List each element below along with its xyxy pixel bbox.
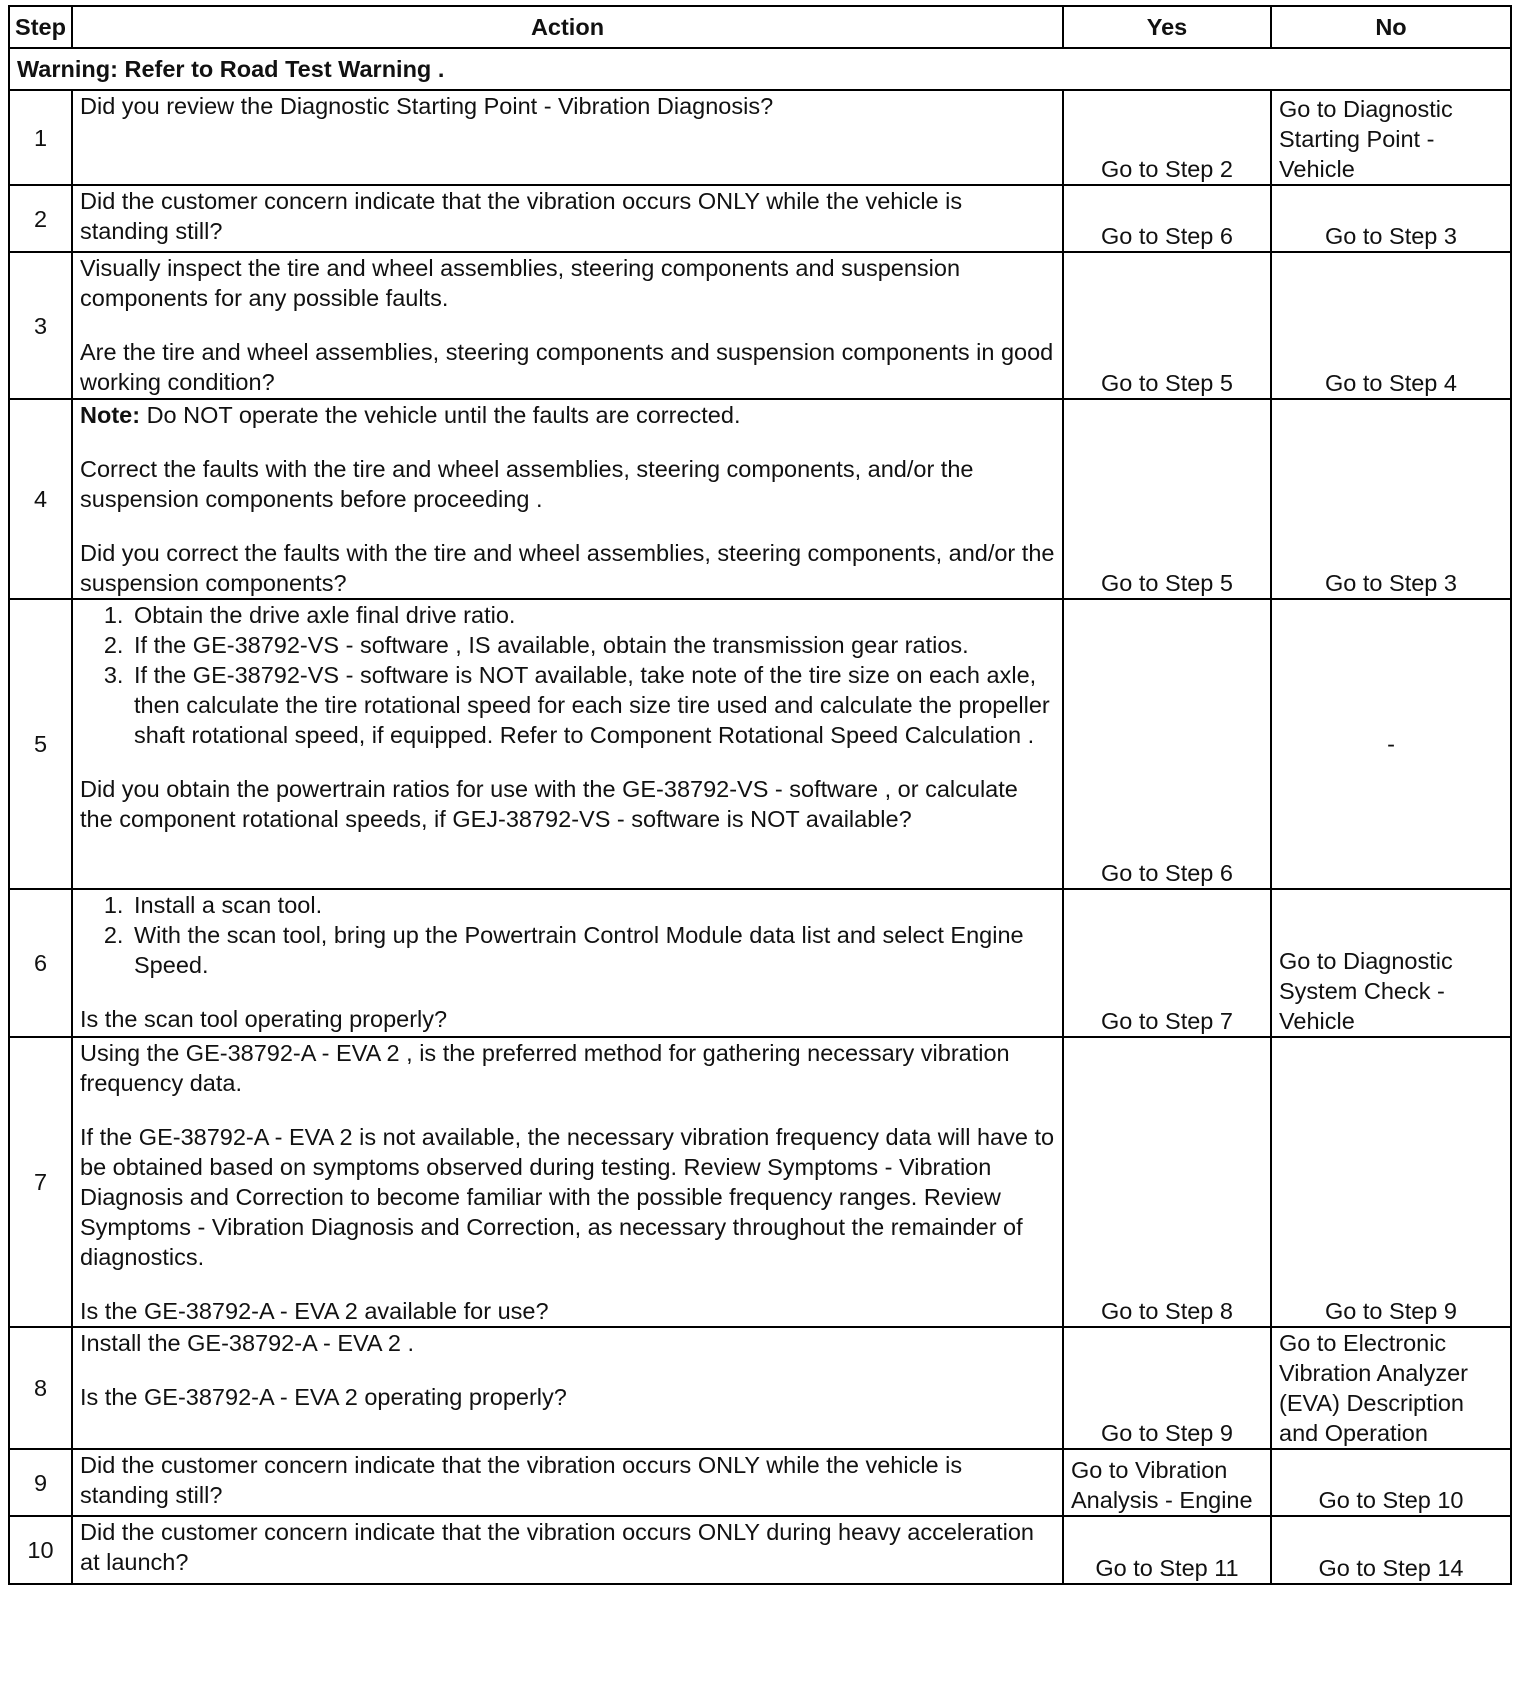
action-text: Correct the faults with the tire and wheel assemblies, steering components, and/or the suspension components before proceeding . bbox=[80, 456, 974, 512]
action-question: Is the scan tool operating properly? bbox=[80, 1006, 448, 1032]
step-number: 8 bbox=[9, 1327, 72, 1449]
header-row bbox=[9, 6, 1511, 48]
note-text: Do NOT operate the vehicle until the faults are corrected. bbox=[140, 402, 741, 428]
step-number: 4 bbox=[9, 399, 72, 599]
action-cell bbox=[72, 1449, 1063, 1516]
yes-link[interactable]: Go to Step 5 bbox=[1063, 399, 1271, 599]
header-action: Action bbox=[72, 6, 1063, 48]
no-link-line: Vehicle bbox=[1279, 156, 1355, 182]
action-text: Using the GE-38792-A - EVA 2 , is the preferred method for gathering necessary vibration frequency data. bbox=[80, 1040, 1010, 1096]
no-link[interactable]: Go to Step 14 bbox=[1271, 1516, 1511, 1584]
action-text: Visually inspect the tire and wheel assemblies, steering components and suspension components for any possible faults. bbox=[80, 255, 961, 311]
action-cell bbox=[72, 399, 1063, 599]
action-cell bbox=[72, 1327, 1063, 1449]
no-link-line: Go to Diagnostic bbox=[1279, 948, 1453, 974]
diagnostic-page bbox=[8, 5, 1512, 1585]
action-note bbox=[80, 400, 1055, 430]
yes-link[interactable]: Go to Step 6 bbox=[1063, 599, 1271, 889]
no-link-line: Vehicle bbox=[1279, 1008, 1355, 1034]
no-link[interactable] bbox=[1271, 1327, 1511, 1449]
yes-link[interactable]: Go to Step 6 bbox=[1063, 185, 1271, 252]
table-row bbox=[9, 1449, 1511, 1516]
action-question: Did you obtain the powertrain ratios for use with the GE-38792-VS - software , or calculate the component rotational speeds, if GEJ-38792-VS - software is NOT available? bbox=[80, 776, 1018, 832]
list-item: 1. Install a scan tool. bbox=[130, 890, 1055, 920]
procedure-list bbox=[80, 600, 1055, 750]
step-number: 7 bbox=[9, 1037, 72, 1327]
no-link-line: Vibration Analyzer bbox=[1279, 1360, 1468, 1386]
yes-link[interactable]: Go to Step 2 bbox=[1063, 90, 1271, 185]
yes-link[interactable]: Go to Step 5 bbox=[1063, 252, 1271, 399]
table-row bbox=[9, 1037, 1511, 1327]
no-link[interactable]: Go to Step 4 bbox=[1271, 252, 1511, 399]
step-number: 1 bbox=[9, 90, 72, 185]
table-row bbox=[9, 599, 1511, 889]
action-cell bbox=[72, 185, 1063, 252]
action-text: Did the customer concern indicate that the vibration occurs ONLY while the vehicle is standing still? bbox=[80, 188, 963, 244]
yes-link[interactable]: Go to Step 8 bbox=[1063, 1037, 1271, 1327]
action-cell bbox=[72, 599, 1063, 889]
step-number: 2 bbox=[9, 185, 72, 252]
list-item: 1. Obtain the drive axle final drive ratio. bbox=[130, 600, 1055, 630]
table-row bbox=[9, 90, 1511, 185]
no-link[interactable]: Go to Step 3 bbox=[1271, 399, 1511, 599]
table-row bbox=[9, 399, 1511, 599]
step-number: 3 bbox=[9, 252, 72, 399]
action-text: If the GE-38792-A - EVA 2 is not available, the necessary vibration frequency data will have to be obtained based on symptoms observed during testing. Review Symptoms - Vibration Diagnosis and Correction to become familiar with the possible frequency ranges. Review Symptoms - Vibration Diagnosis and Correction, as necessary throughout the remainder of diagnostics. bbox=[80, 1124, 1055, 1270]
note-label: Note: bbox=[80, 402, 141, 428]
no-link[interactable]: Go to Step 10 bbox=[1271, 1449, 1511, 1516]
action-question: Is the GE-38792-A - EVA 2 operating properly? bbox=[80, 1384, 567, 1410]
action-cell bbox=[72, 1037, 1063, 1327]
no-link[interactable] bbox=[1271, 90, 1511, 185]
yes-link[interactable]: Go to Step 11 bbox=[1063, 1516, 1271, 1584]
action-question: Are the tire and wheel assemblies, steering components and suspension components in good working condition? bbox=[80, 339, 1054, 395]
header-yes: Yes bbox=[1063, 6, 1271, 48]
header-step: Step bbox=[9, 6, 72, 48]
no-link[interactable]: Go to Step 3 bbox=[1271, 185, 1511, 252]
table-row bbox=[9, 889, 1511, 1037]
action-text: Install the GE-38792-A - EVA 2 . bbox=[80, 1330, 414, 1356]
procedure-list bbox=[80, 890, 1055, 980]
no-link-line: and Operation bbox=[1279, 1420, 1428, 1446]
yes-link-line: Go to Vibration bbox=[1071, 1457, 1228, 1483]
yes-link[interactable]: Go to Step 9 bbox=[1063, 1327, 1271, 1449]
table-row bbox=[9, 185, 1511, 252]
step-number: 9 bbox=[9, 1449, 72, 1516]
no-link-line: Go to Diagnostic bbox=[1279, 96, 1453, 122]
table-row bbox=[9, 1516, 1511, 1584]
header-no: No bbox=[1271, 6, 1511, 48]
no-link-line: System Check - bbox=[1279, 978, 1445, 1004]
yes-link-line: Analysis - Engine bbox=[1071, 1487, 1253, 1513]
list-item: 2. If the GE-38792-VS - software , IS available, obtain the transmission gear ratios. bbox=[130, 630, 1055, 660]
action-cell bbox=[72, 90, 1063, 185]
list-item: 2. With the scan tool, bring up the Powertrain Control Module data list and select Engine Speed. bbox=[130, 920, 1055, 980]
warning-row bbox=[9, 48, 1511, 90]
action-question: Is the GE-38792-A - EVA 2 available for use? bbox=[80, 1298, 549, 1324]
yes-link[interactable]: Go to Step 7 bbox=[1063, 889, 1271, 1037]
action-text: Did the customer concern indicate that the vibration occurs ONLY during heavy acceleration at launch? bbox=[80, 1519, 1034, 1575]
table-row bbox=[9, 1327, 1511, 1449]
list-item: 3. If the GE-38792-VS - software is NOT available, take note of the tire size on each axle, then calculate the tire rotational speed for each size tire used and calculate the propeller shaft rotational speed, if equipped. Refer to Component Rotational Speed Calculation . bbox=[130, 660, 1055, 750]
diagnostic-table bbox=[8, 5, 1512, 1585]
warning-text: Warning: Refer to Road Test Warning . bbox=[9, 48, 1511, 90]
step-number: 10 bbox=[9, 1516, 72, 1584]
action-text: Did you review the Diagnostic Starting Point - Vibration Diagnosis? bbox=[80, 93, 774, 119]
step-number: 5 bbox=[9, 599, 72, 889]
no-link-line: (EVA) Description bbox=[1279, 1390, 1465, 1416]
no-link: - bbox=[1271, 599, 1511, 889]
no-link[interactable] bbox=[1271, 889, 1511, 1037]
table-row bbox=[9, 252, 1511, 399]
no-link[interactable]: Go to Step 9 bbox=[1271, 1037, 1511, 1327]
action-cell bbox=[72, 1516, 1063, 1584]
action-text: Did the customer concern indicate that the vibration occurs ONLY while the vehicle is standing still? bbox=[80, 1452, 963, 1508]
action-cell bbox=[72, 252, 1063, 399]
no-link-line: Go to Electronic bbox=[1279, 1330, 1447, 1356]
step-number: 6 bbox=[9, 889, 72, 1037]
no-link-line: Starting Point - bbox=[1279, 126, 1435, 152]
action-cell bbox=[72, 889, 1063, 1037]
yes-link[interactable] bbox=[1063, 1449, 1271, 1516]
action-question: Did you correct the faults with the tire and wheel assemblies, steering components, and/or the suspension components? bbox=[80, 540, 1055, 596]
